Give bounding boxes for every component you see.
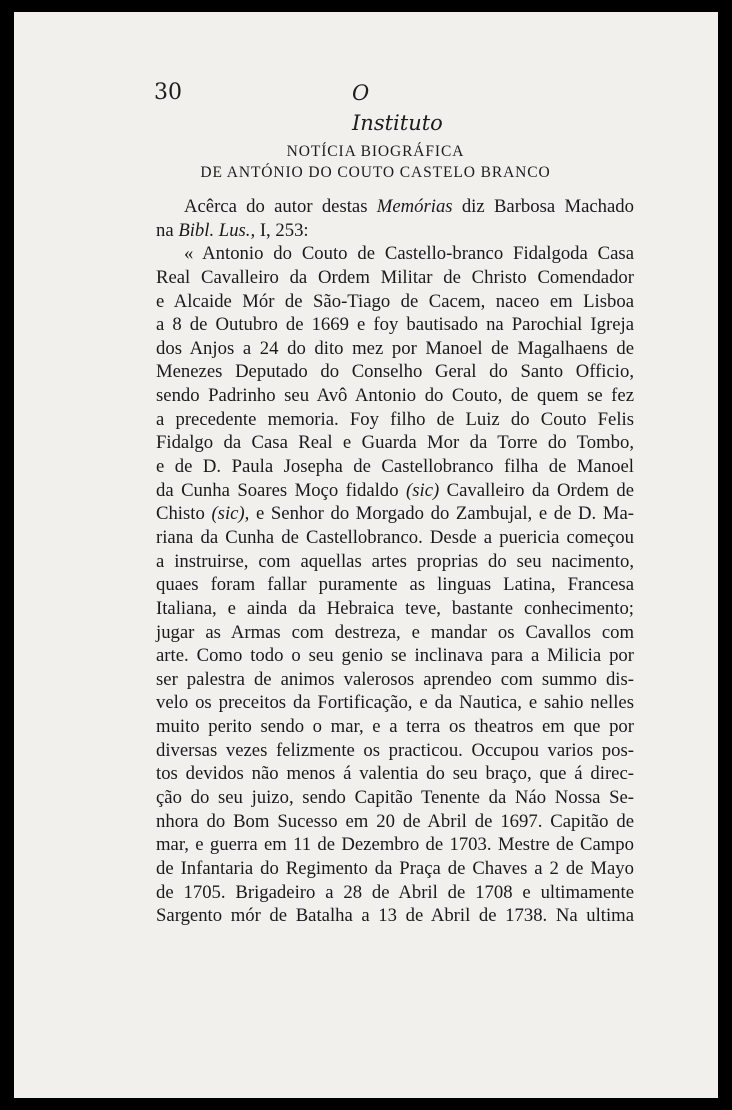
text-line: sendo Padrinho seu Avô Antonio do Couto, de quem se fez: [156, 385, 634, 407]
text-line: Acêrca do autor destas Memórias diz Barbosa Machado: [184, 196, 634, 217]
section-heading: NOTÍCIA BIOGRÁFICA: [286, 143, 465, 160]
italic-sic: (sic): [406, 479, 440, 501]
text-line: mar, e guerra em 11 de Dezembro de 1703. Mestre de Campo: [156, 834, 634, 856]
text-line: Menezes Deputado do Conselho Geral do Santo Officio,: [156, 361, 634, 383]
text-line: arte. Como todo o seu genio se inclinava para a Milicia por: [156, 645, 634, 667]
document-page: [14, 12, 718, 1098]
text-line: a 8 de Outubro de 1669 e foy bautisado na Parochial Igreja: [156, 314, 634, 336]
text-line: ção do seu juizo, sendo Capitão Tenente da Náo Nossa Se-: [156, 787, 634, 809]
text-line: a precedente memoria. Foy filho de Luiz do Couto Felis: [156, 408, 634, 430]
text-line: Fidalgo da Casa Real e Guarda Mor da Torre do Tombo,: [156, 432, 634, 454]
journal-title: O Instituto: [352, 81, 443, 135]
text-line: Chisto (sic), e Senhor do Morgado do Zambujal, e de D. Ma-: [156, 503, 634, 525]
italic-sic: (sic),: [211, 503, 250, 525]
text-line: Sargento mór de Batalha a 13 de Abril de 1738. Na ultima: [156, 905, 634, 927]
italic-citation: Bibl. Lus.,: [178, 219, 256, 241]
text-line: nhora do Bom Sucesso em 20 de Abril de 1697. Capitão de: [156, 810, 634, 832]
text-line: riana da Cunha de Castellobranco. Desde a puericia começou: [156, 526, 634, 548]
text-line: muito perito sendo o mar, e a terra os theatros em que por: [156, 716, 634, 738]
text-line: na Bibl. Lus., I, 253:: [156, 219, 309, 241]
text-line: jugar as Armas com destreza, e mandar os Cavallos com: [156, 621, 634, 643]
text-line: « Antonio do Couto de Castello-branco Fidalgoda Casa: [184, 243, 634, 265]
text-line: diversas vezes felizmente os practicou. Occupou varios pos-: [156, 739, 634, 761]
body-text: [156, 195, 634, 928]
page-number: 30: [154, 80, 182, 105]
text-line: e Alcaide Mór de São-Tiago de Cacem, naceo em Lisboa: [156, 290, 634, 312]
text-line: quaes foram fallar puramente as linguas Latina, Francesa: [156, 574, 634, 596]
text-line: velo os preceitos da Fortificação, e da Nautica, e sahio nelles: [156, 692, 634, 714]
section-subheading: DE ANTÓNIO DO COUTO CASTELO BRANCO: [200, 164, 551, 181]
text-line: de Infantaria do Regimento da Praça de Chaves a 2 de Mayo: [156, 857, 634, 879]
text-line: e de D. Paula Josepha de Castellobranco filha de Manoel: [156, 456, 634, 478]
text-line: da Cunha Soares Moço fidaldo (sic) Cavalleiro da Ordem de: [156, 479, 634, 501]
text-line: Real Cavalleiro da Ordem Militar de Christo Comendador: [156, 266, 634, 288]
text-line: ser palestra de animos valerosos aprendeo com summo dis-: [156, 668, 634, 690]
text-line: de 1705. Brigadeiro a 28 de Abril de 1708 e ultimamente: [156, 881, 634, 903]
text-line: a instruirse, com aquellas artes proprias do seu nacimento,: [156, 550, 634, 572]
text-line: dos Anjos a 24 do dito mez por Manoel de Magalhaens de: [156, 337, 634, 359]
italic-title: Memórias: [376, 196, 453, 217]
text-line: Italiana, e ainda da Hebraica teve, bastante conhecimento;: [156, 597, 634, 619]
running-head: [154, 78, 444, 135]
text-line: tos devidos não menos á valentia do seu braço, que á direc-: [156, 763, 634, 785]
